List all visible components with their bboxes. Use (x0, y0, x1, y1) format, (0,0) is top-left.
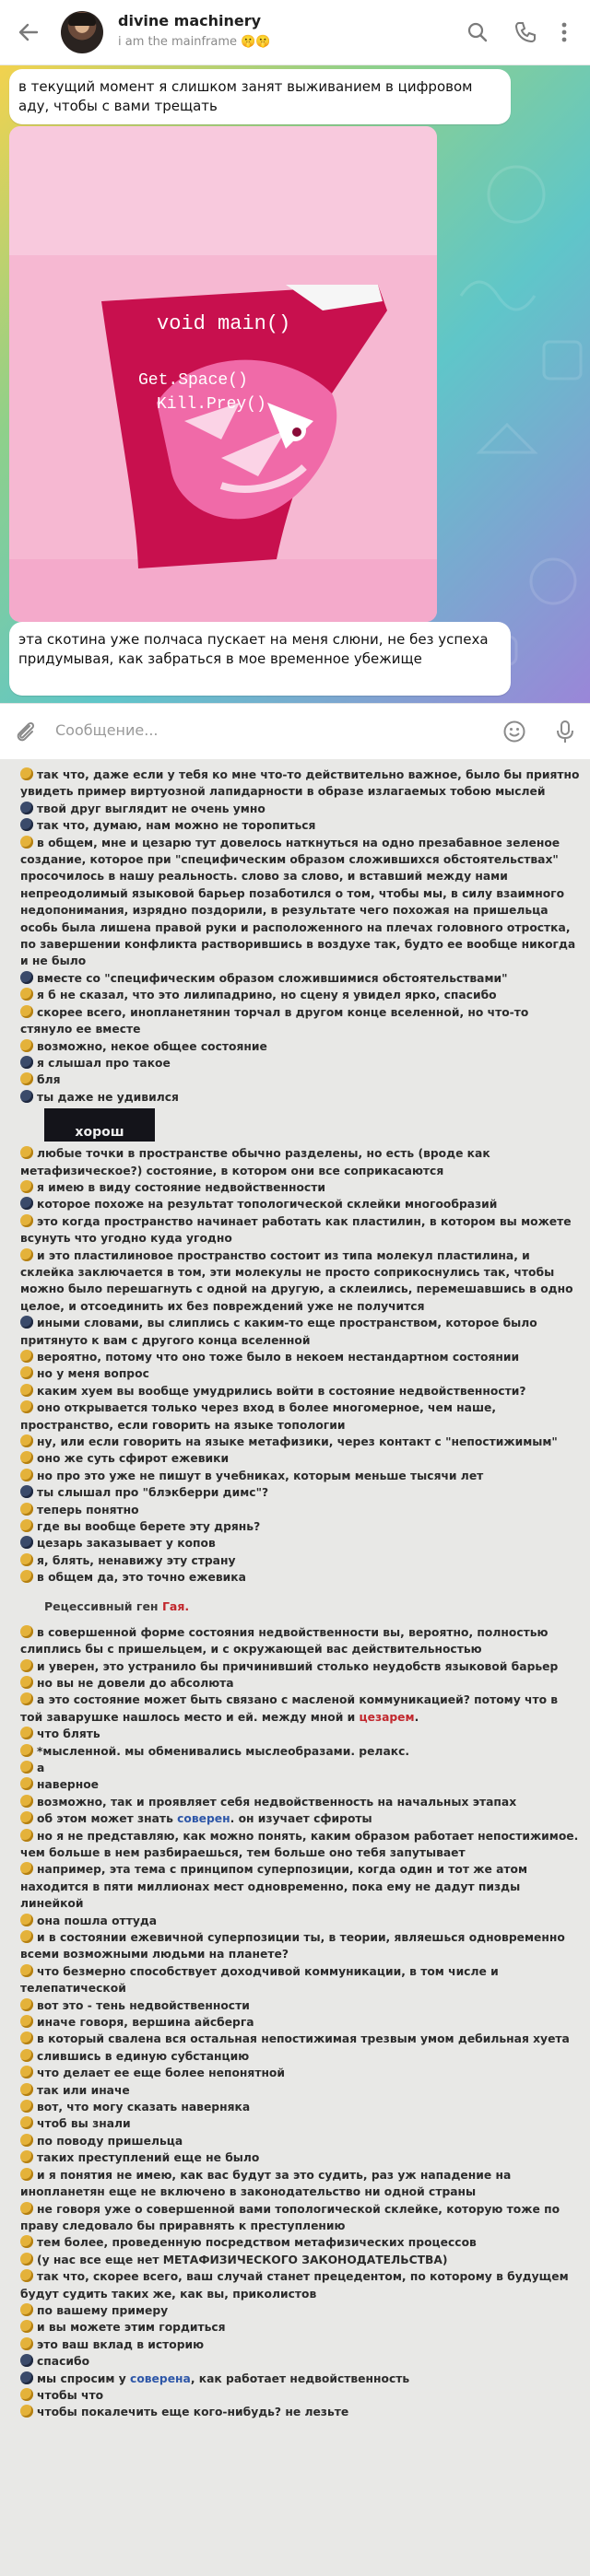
emoji-face-icon (20, 2083, 33, 2096)
log-text: и это пластилиновое пространство состоит из типа молекул пластилина, и склейка заключается в том, эти молекулы не просто соприкоснулись так, чтобы можно было перешагнуть с одной на другую, а склеились, перемешавшись в одно целое, и отсоединить их без повреждений уже не получится (20, 1248, 573, 1313)
log-line (20, 1365, 581, 1382)
log-text: по поводу пришельца (37, 2134, 183, 2148)
emoji-face-icon (20, 1811, 33, 1824)
mention-link[interactable]: соверен (177, 1812, 230, 1826)
log-line (20, 2336, 581, 2353)
log-line (20, 1794, 581, 1810)
log-text: но я не представляю, как можно понять, каким образом работает непостижимое. чем больше в нем разбираешься, тем больше оно тебя запутывает (20, 1829, 579, 1859)
log-line (20, 2031, 581, 2047)
caption-label: Рецессивный ген (44, 1598, 159, 1613)
emoji-face-icon (20, 1829, 33, 1842)
emoji-face-icon (20, 1692, 33, 1705)
log-line (20, 1315, 581, 1349)
log-text: оно открывается только через вход в более многомерное, чем наше, пространство, если говорить на языке топологии (20, 1401, 497, 1432)
log-line (20, 2404, 581, 2420)
log-text: вот, что могу сказать наверняка (37, 2101, 251, 2114)
emoji-face-icon (20, 2150, 33, 2163)
more-menu-icon[interactable] (558, 20, 571, 44)
emoji-face-icon (20, 1930, 33, 1943)
message-input[interactable]: Сообщение... (55, 721, 159, 739)
log-block (20, 767, 581, 1106)
log-line (20, 1760, 581, 1776)
caption-name: Гая. (161, 1598, 190, 1613)
log-line (20, 1450, 581, 1467)
log-line (20, 1535, 581, 1551)
avatar-icon (20, 1536, 33, 1549)
log-text: я имею в виду состояние недвойственности (37, 1180, 325, 1194)
log-line (20, 1399, 581, 1434)
avatar-icon (20, 971, 33, 984)
log-text: (у нас все еще нет МЕТАФИЗИЧЕСКОГО ЗАКОНОДАТЕЛЬСТВА) (37, 2253, 448, 2266)
log-text: тем более, проведенную посредством метафизических процессов (37, 2236, 477, 2250)
emoji-face-icon (20, 2134, 33, 2147)
log-line (20, 1089, 581, 1106)
log-text: и вы можете этим гордиться (37, 2321, 226, 2335)
log-text: но у меня вопрос (37, 1367, 149, 1381)
log-text: по вашему примеру (37, 2303, 169, 2317)
log-line (20, 2387, 581, 2404)
log-line (20, 1247, 581, 1316)
log-line (20, 2099, 581, 2115)
emoji-face-icon (20, 1350, 33, 1363)
log-text: возможно, некое общее состояние (37, 1039, 267, 1053)
conversation-log (0, 759, 590, 2576)
sticker-text: хорош (75, 1125, 124, 1141)
avatar-icon (20, 1090, 33, 1103)
log-text: твой друг выглядит не очень умно (37, 802, 266, 815)
message-bubble[interactable] (9, 622, 511, 696)
emoji-face-icon (20, 2100, 33, 2113)
log-line (20, 1569, 581, 1586)
log-line (20, 1434, 581, 1450)
log-text: таких преступлений еще не было (37, 2151, 260, 2165)
log-line (20, 2065, 581, 2081)
log-text: что делает ее еще более непонятной (37, 2067, 286, 2080)
log-text: скорее всего, инопланетянин торчал в другом конце вселенной, но что-то стянуло ее вместе (20, 1005, 529, 1036)
chat-title[interactable]: divine machinery (118, 12, 262, 29)
mention-link[interactable]: цезарем (359, 1710, 415, 1724)
log-line (20, 1929, 581, 1963)
emoji-face-icon (20, 767, 33, 780)
message-bubble[interactable] (9, 69, 511, 124)
log-text: я слышал про такое (37, 1056, 171, 1070)
back-arrow-icon[interactable] (17, 20, 41, 44)
log-text-tail: , как работает недвойственность (190, 2371, 410, 2385)
log-text: например, эта тема с принципом суперпозиции, когда один и тот же атом находится в пяти миллионах мест одновременно, пока ему не дадут пизды линейкой (20, 1863, 528, 1911)
avatar-icon (20, 818, 33, 831)
log-line (20, 2014, 581, 2031)
emoji-face-icon (20, 1519, 33, 1532)
emoji-face-icon (20, 1503, 33, 1516)
emoji-face-icon (20, 2049, 33, 2062)
emoji-face-icon (20, 1146, 33, 1159)
log-text: спасибо (37, 2355, 90, 2369)
log-text: оно же суть сфирот ежевики (37, 1452, 230, 1466)
emoji-face-icon (20, 1676, 33, 1689)
emoji-face-icon (20, 1384, 33, 1397)
avatar-icon (20, 2371, 33, 2384)
log-line (20, 1743, 581, 1760)
log-text: что безмерно способствует доходчивой коммуникации, в том числе и телепатической (20, 1964, 499, 1996)
log-text: ну, или если говорить на языке метафизики, через контакт с "непостижимым" (37, 1435, 558, 1449)
emoji-face-icon (20, 1914, 33, 1926)
log-text: а это состояние может быть связано с масленой коммуникацией? потому что в той заварушке нашлось место и ей. между мной и (20, 1693, 559, 1724)
emoji-face-icon (20, 2235, 33, 2248)
emoji-face-icon (20, 1659, 33, 1672)
log-text: не говоря уже о совершенной вами топологической склейке, которую тоже по праву следовало бы приравнять к преступлению (20, 2202, 560, 2232)
log-text: об этом может знать (37, 1812, 178, 1826)
attach-icon[interactable] (13, 719, 39, 744)
log-block (20, 1145, 581, 1587)
log-line (20, 1055, 581, 1071)
log-line (20, 2371, 581, 2387)
log-text: теперь понятно (37, 1503, 139, 1516)
log-line (20, 1997, 581, 2014)
log-line (20, 2234, 581, 2251)
emoji-face-icon (20, 2202, 33, 2215)
log-line (20, 2167, 581, 2201)
log-line (20, 2252, 581, 2268)
avatar[interactable] (61, 11, 103, 53)
emoji-face-icon (20, 2388, 33, 2401)
emoji-face-icon (20, 1795, 33, 1808)
image-code-line: Kill.Prey() (157, 395, 266, 414)
emoji-face-icon (20, 2405, 33, 2418)
log-line (20, 1624, 581, 1658)
log-line (20, 1726, 581, 1742)
avatar-icon (20, 2354, 33, 2367)
log-text: это ваш вклад в историю (37, 2337, 205, 2351)
emoji-face-icon (20, 1451, 33, 1464)
log-line (20, 1810, 581, 1827)
emoji-face-icon (20, 1400, 33, 1413)
log-text: чтобы что (37, 2388, 104, 2402)
log-text: вот это - тень недвойственности (37, 1998, 250, 2012)
log-text: иными словами, вы слиплись с каким-то еще пространством, которое было притянуто к вам с другого конца вселенной (20, 1317, 537, 1347)
log-text: мы спросим у (37, 2371, 131, 2385)
emoji-icon[interactable] (502, 720, 526, 744)
message-image[interactable] (9, 126, 437, 622)
log-line (20, 817, 581, 834)
emoji-face-icon (20, 1553, 33, 1566)
avatar-icon (20, 1316, 33, 1329)
log-text: что блять (37, 1727, 100, 1741)
emoji-face-icon (20, 1214, 33, 1227)
log-line (20, 835, 581, 970)
emoji-face-icon (20, 1727, 33, 1739)
log-text: наверное (37, 1778, 100, 1792)
log-text: и я понятия не имею, как вас будут за это судить, раз уж нападение на инопланетян еще не включено в законодательство ни одной страны (20, 2168, 512, 2199)
log-text: ты слышал про "блэкберри димс"? (37, 1486, 269, 1500)
log-line (20, 1004, 581, 1038)
log-text: но вы не довели до абсолюта (37, 1676, 234, 1690)
avatar-icon (20, 802, 33, 814)
chat-subtitle: i am the mainframe 🤫🤫 (118, 35, 271, 49)
log-line (20, 2201, 581, 2235)
image-code-line: Get.Space() (138, 371, 248, 390)
log-text: и уверен, это устранило бы причинивший столько неудобств языковой барьер (37, 1659, 559, 1673)
log-text: в который свалена вся остальная непостижимая трезвым умом дебильная хуета (37, 2032, 570, 2046)
log-text: цезарь заказывает у копов (37, 1537, 216, 1551)
log-line (20, 1071, 581, 1088)
log-line (20, 1038, 581, 1055)
log-text: так что, скорее всего, ваш случай станет прецедентом, по которому в будущем будут судить таких же, как вы, приколистов (20, 2270, 569, 2301)
log-text: а (37, 1761, 45, 1774)
log-text: в совершенной форме состояния недвойственности вы, вероятно, полностью слиплись бы с пришельцем, и с окружающей вас действительностью (20, 1625, 549, 1657)
emoji-face-icon (20, 1366, 33, 1379)
log-line (20, 987, 581, 1003)
avatar-icon (20, 1485, 33, 1498)
emoji-face-icon (20, 836, 33, 849)
log-text: в общем да, это точно ежевика (37, 1571, 246, 1585)
log-line (20, 2319, 581, 2336)
emoji-face-icon (20, 1570, 33, 1583)
log-text-tail: . он изучает сфироты (230, 1812, 372, 1826)
log-text: иначе говоря, вершина айсберга (37, 2016, 254, 2030)
log-line (20, 1349, 581, 1365)
emoji-face-icon (20, 2269, 33, 2282)
image-code-line: void main() (157, 312, 291, 335)
log-text: и в состоянии ежевичной суперпозиции ты, в теории, являешься одновременно всеми возможными людьми на планете? (20, 1931, 565, 1961)
log-line (20, 1484, 581, 1501)
emoji-face-icon (20, 1761, 33, 1774)
log-text: бля (37, 1073, 61, 1087)
log-text: но про это уже не пишут в учебниках, которым меньше тысячи лет (37, 1469, 484, 1482)
emoji-face-icon (20, 1998, 33, 2011)
log-line (20, 1468, 581, 1484)
search-icon[interactable] (466, 20, 490, 44)
log-text: *мысленной. мы обменивались мыслеобразами. релакс. (37, 1744, 410, 1758)
log-line (20, 1963, 581, 1997)
emoji-face-icon (20, 1625, 33, 1638)
chat-area[interactable] (0, 65, 590, 703)
chat-header (0, 0, 590, 65)
message-text: эта скотина уже полчаса пускает на меня слюни, не без успеха придумывая, как забраться в мое временное убежище (18, 631, 489, 667)
log-text: я, блять, ненавижу эту страну (37, 1553, 236, 1567)
log-text: я б не сказал, что это лилипадрино, но сцену я увидел ярко, спасибо (37, 989, 497, 1002)
emoji-face-icon (20, 1744, 33, 1757)
log-text: которое похоже на результат топологической склейки многообразий (37, 1198, 498, 1212)
emoji-face-icon (20, 1072, 33, 1085)
log-line (20, 2149, 581, 2166)
emoji-face-icon (20, 2253, 33, 2266)
emoji-face-icon (20, 2303, 33, 2316)
emoji-face-icon (20, 1005, 33, 1018)
emoji-face-icon (20, 1862, 33, 1875)
log-text: это когда пространство начинает работать как пластилин, в котором вы можете всунуть что угодно куда угодно (20, 1214, 572, 1246)
phone-icon[interactable] (513, 20, 537, 44)
log-text: в общем, мне и цезарю тут довелось наткнуться на одно презабавное зеленое создание, которое при "специфическим образом сложившихся обстоятельствах" просочилось в нашу реальность. слово за слово, и вставший между нами непреодолимый языковой барьер позаботился о том, чтобы мы, в силу взаимного недопонимания, изрядно поздорили, в результате чего похожая на пришельца особь была лишена правой руки и расположенного на плечах головного отростка, по завершении конфликта растворившись в воздухе так, будто ее вообще никогда и не было (20, 836, 576, 968)
log-text: возможно, так и проявляет себя недвойственность на начальных этапах (37, 1795, 517, 1809)
emoji-face-icon (20, 1469, 33, 1481)
log-line (20, 1861, 581, 1912)
emoji-face-icon (20, 2168, 33, 2181)
emoji-face-icon (20, 1777, 33, 1790)
log-text: чтобы покалечить еще кого-нибудь? не лезьте (37, 2406, 349, 2419)
log-line (20, 1179, 581, 1196)
log-line (20, 767, 581, 801)
avatar-icon (20, 1197, 33, 1210)
log-line (20, 2302, 581, 2319)
log-line (20, 1776, 581, 1793)
log-line (20, 1913, 581, 1929)
log-text: вероятно, потому что оно тоже было в некоем нестандартном состоянии (37, 1351, 520, 1364)
emoji-face-icon (20, 988, 33, 1001)
log-text: где вы вообще берете эту дрянь? (37, 1520, 261, 1534)
message-text: в текущий момент я слишком занят выживанием в цифровом аду, чтобы с вами трещать (18, 78, 473, 114)
emoji-face-icon (20, 1964, 33, 1977)
emoji-face-icon (20, 1039, 33, 1052)
log-line (20, 2115, 581, 2132)
emoji-face-icon (20, 2015, 33, 2028)
log-text: так что, думаю, нам можно не торопиться (37, 819, 316, 833)
microphone-icon[interactable] (553, 719, 577, 744)
log-line (20, 1196, 581, 1212)
emoji-face-icon (20, 1248, 33, 1261)
log-line (20, 2268, 581, 2302)
log-text-tail: . (414, 1710, 419, 1724)
avatar-icon (20, 1056, 33, 1069)
log-line (20, 1518, 581, 1535)
log-line (20, 1692, 581, 1726)
emoji-face-icon (20, 2066, 33, 2078)
log-block (20, 1624, 581, 2421)
log-line (20, 1502, 581, 1518)
log-line (20, 970, 581, 987)
log-line (20, 2133, 581, 2149)
log-line (20, 1552, 581, 1569)
log-line (20, 1658, 581, 1675)
log-text: так или иначе (37, 2083, 130, 2097)
log-text: каким хуем вы вообще умудрились войти в состояние недвойственности? (37, 1384, 526, 1398)
log-text: чтоб вы знали (37, 2117, 131, 2131)
message-composer (0, 703, 590, 760)
emoji-face-icon (20, 2032, 33, 2044)
emoji-face-icon (20, 2116, 33, 2129)
emoji-face-icon (20, 2337, 33, 2350)
emoji-face-icon (20, 1434, 33, 1447)
log-line (20, 2048, 581, 2065)
log-text: ты даже не удивился (37, 1090, 179, 1104)
log-text: она пошла оттуда (37, 1914, 158, 1927)
log-text: вместе со "специфическим образом сложившимися обстоятельствами" (37, 971, 508, 985)
pixel-art-creature (9, 126, 437, 622)
log-text: слившись в единую субстанцию (37, 2049, 250, 2063)
log-line (20, 1383, 581, 1399)
log-line (20, 1828, 581, 1862)
log-line (20, 801, 581, 817)
mention-link[interactable]: соверена (130, 2371, 191, 2385)
log-line (20, 1145, 581, 1179)
log-line (20, 2082, 581, 2099)
log-text: любые точки в пространстве обычно разделены, но есть (вроде как метафизическое?) состояние, в котором они все соприкасаются (20, 1147, 490, 1177)
section-caption (44, 1599, 581, 1613)
log-line (20, 1675, 581, 1692)
log-line (20, 2353, 581, 2370)
emoji-face-icon (20, 1180, 33, 1193)
sticker[interactable] (44, 1108, 155, 1142)
log-line (20, 1213, 581, 1247)
emoji-face-icon (20, 2320, 33, 2333)
log-text: так что, даже если у тебя ко мне что-то действительно важное, было бы приятно увидеть пример виртуозной лапидарности в образе излагаемых тобою мыслей (20, 768, 580, 799)
